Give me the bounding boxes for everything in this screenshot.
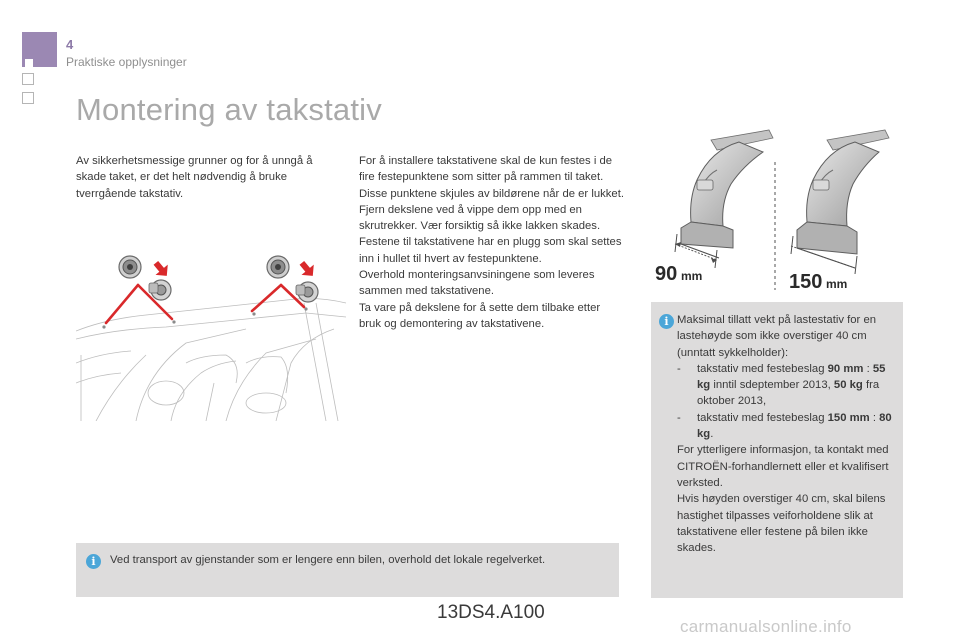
weight-intro: Maksimal tillatt vekt på lastestativ for en lastehøyde som ikke overstiger 40 cm (unntatt sykkelholder):: [677, 314, 877, 359]
install-instructions: [359, 153, 625, 332]
install-paragraph: Ta vare på dekslene for å sette dem tilbake etter bruk og demontering av takstativene.: [359, 301, 601, 330]
mount-unit-label: mm: [681, 269, 703, 283]
transport-info-box: [76, 543, 619, 597]
intro-text: [76, 153, 344, 202]
install-paragraph: For å installere takstativene skal de kun festes i de fire festepunktene som sitter på rammen til taket. Disse punktene skjules av bildørene når de er lukket.: [359, 155, 624, 200]
chapter-tab: [22, 73, 34, 85]
document-code: 13DS4.A100: [437, 602, 545, 623]
install-paragraph: Fjern dekslene ved å vippe dem opp med en skrutrekker. Vær forsiktig så ikke lakken skades.: [359, 203, 601, 233]
weight-item-90mm: - takstativ med festebeslag 90 mm : 55 kg inntil sdeptember 2013, 50 kg fra oktober 2013,: [677, 362, 886, 408]
weight-info-box: [651, 302, 903, 598]
arrow-icon: [296, 258, 319, 281]
weight-info-text: [677, 312, 899, 556]
watermark: carmanualsonline.info: [680, 617, 852, 636]
install-paragraph: Festene til takstativene har en plugg som skal settes inn i hullet til hvert av festepunktene.: [359, 236, 622, 265]
page-title: Montering av takstativ: [76, 92, 382, 127]
weight-item-150mm: - takstativ med festebeslag 150 mm : 80 kg.: [677, 411, 892, 441]
contact-note: For ytterligere informasjon, ta kontakt med CITROËN-forhandlernett eller et kvalifisert verksted.: [677, 444, 889, 489]
chapter-tab-marker: [25, 59, 33, 67]
car-roof-illustration: [76, 243, 348, 421]
mount-unit-label: mm: [826, 277, 848, 291]
section-title: Praktiske opplysninger: [66, 55, 187, 69]
mount-size-label-150: 150: [789, 271, 823, 292]
transport-info-text: Ved transport av gjenstander som er lengere enn bilen, overhold det lokale regelverket.: [110, 554, 546, 566]
page-number: 4: [66, 37, 74, 52]
mount-size-label-90: 90: [655, 263, 678, 285]
info-icon: i: [659, 314, 674, 329]
intro-paragraph: Av sikkerhetsmessige grunner og for å unngå å skade taket, er det helt nødvendig å bruke tverrgående takstativ.: [76, 155, 313, 200]
arrow-icon: [150, 258, 173, 281]
roof-bar-foot-illustration: [651, 122, 903, 292]
height-note: Hvis høyden overstiger 40 cm, skal bilens hastighet tilpasses veiforholdene slik at takstativene eller festene på bilen ikke skades.: [677, 493, 886, 555]
install-paragraph: Overhold monteringsanvsiningene som leveres sammen med takstativene.: [359, 269, 595, 298]
chapter-tab: [22, 92, 34, 104]
info-icon: i: [86, 554, 101, 569]
